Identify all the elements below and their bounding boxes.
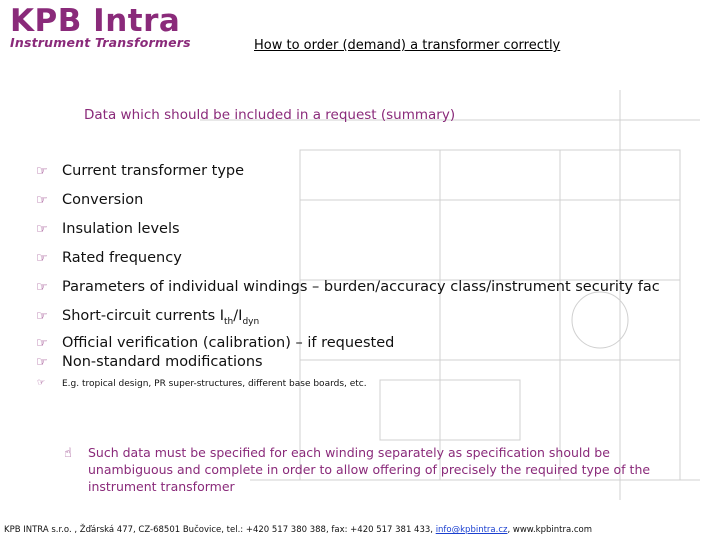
list-item: Insulation levels [62,221,180,237]
bullet-icon: ☞ [36,193,48,208]
list-item: Rated frequency [62,250,182,266]
bullet-icon: ☞ [36,309,48,324]
bullet-icon: ☞ [36,280,48,295]
sub-note: E.g. tropical design, PR super-structures, different base boards, etc. [62,379,367,389]
bullet-icon: ☞ [36,251,48,266]
bullet-icon: ☞ [36,336,48,351]
email-link[interactable]: info@kpbintra.cz [435,525,508,535]
pointing-hand-icon: ☝ [64,446,72,461]
company-logo-subtitle: Instrument Transformers [10,35,191,50]
list-item: Current transformer type [62,163,245,179]
summary-heading: Data which should be included in a request (summary) [84,107,456,123]
company-logo: KPB Intra [10,3,181,39]
list-item-short-circuit: Short-circuit currents $I_{th}/I_{dyn}$ [62,308,260,327]
bullet-icon: ☞ [37,378,46,388]
bullet-icon: ☞ [36,222,48,237]
list-item: Conversion [62,192,144,208]
footer-contact: KPB INTRA s.r.o. , Žďárská 477, CZ-68501 Bučovice, tel.: +420 517 380 388, fax: +420 517 381 433, info@kpbintra.cz, www.kpbintra.com [4,525,593,535]
final-note: Such data must be specified for each winding separately as specification should be unambiguous and complete in order to allow offering of precisely the required type of the instrument transformer [88,445,651,494]
bullet-icon: ☞ [36,164,48,179]
list-item: Official verification (calibration) – if requested [62,335,395,351]
list-item: Parameters of individual windings – burden/accuracy class/instrument security fac [62,279,660,295]
list-item: Non-standard modifications [62,354,263,370]
bullet-icon: ☞ [36,355,48,370]
slide-title: How to order (demand) a transformer correctly [254,38,561,53]
